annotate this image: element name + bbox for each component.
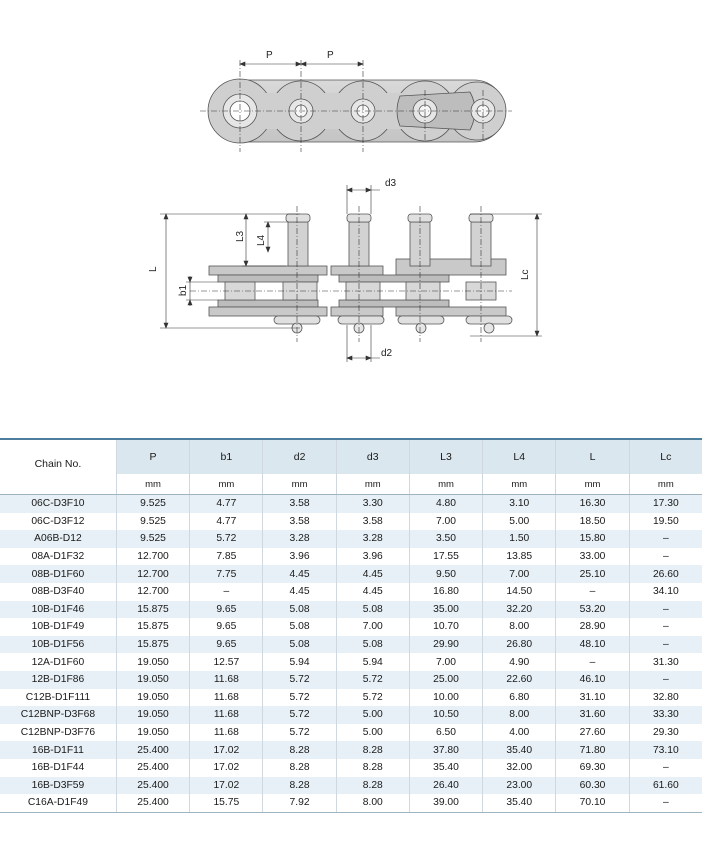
- cell-L3: 37.80: [409, 741, 482, 759]
- chain-spec-table: [0, 438, 702, 813]
- cell-L3: 16.80: [409, 583, 482, 601]
- unit-row-spacer: [0, 474, 116, 495]
- cell-chain: 08B-D3F40: [0, 583, 116, 601]
- cell-L4: 3.10: [483, 495, 556, 513]
- L4-label: L4: [256, 234, 267, 246]
- table-row: [0, 548, 702, 566]
- cell-Lc: 73.10: [629, 741, 702, 759]
- cell-P: 25.400: [116, 759, 189, 777]
- unit-row: [0, 474, 702, 495]
- cell-Lc: 33.30: [629, 706, 702, 724]
- cell-chain: 08B-D1F60: [0, 565, 116, 583]
- cell-chain: C12BNP-D3F76: [0, 724, 116, 742]
- cell-d2: 8.28: [263, 777, 336, 795]
- cell-P: 15.875: [116, 618, 189, 636]
- cell-Lc: –: [629, 636, 702, 654]
- cell-P: 19.050: [116, 689, 189, 707]
- cell-L4: 4.00: [483, 724, 556, 742]
- cell-L3: 35.40: [409, 759, 482, 777]
- table-row: [0, 777, 702, 795]
- cell-L3: 10.70: [409, 618, 482, 636]
- cell-chain: 08A-D1F32: [0, 548, 116, 566]
- cell-P: 19.050: [116, 724, 189, 742]
- cell-d3: 3.96: [336, 548, 409, 566]
- cell-d2: 3.58: [263, 495, 336, 513]
- cell-d2: 8.28: [263, 759, 336, 777]
- cell-P: 12.700: [116, 583, 189, 601]
- cell-d3: 5.08: [336, 636, 409, 654]
- cell-L: 60.30: [556, 777, 629, 795]
- cell-L4: 8.00: [483, 618, 556, 636]
- table-row: [0, 706, 702, 724]
- cell-L4: 22.60: [483, 671, 556, 689]
- cell-d3: 3.58: [336, 513, 409, 531]
- cell-d2: 3.28: [263, 530, 336, 548]
- table-row: [0, 565, 702, 583]
- cell-L3: 10.00: [409, 689, 482, 707]
- L3-label: L3: [235, 230, 246, 242]
- cell-P: 12.700: [116, 565, 189, 583]
- chain-no-header: [0, 439, 116, 474]
- cell-L3: 26.40: [409, 777, 482, 795]
- cell-L4: 32.20: [483, 601, 556, 619]
- cell-chain: C12B-D1F111: [0, 689, 116, 707]
- col-header-d2: d2: [263, 439, 336, 474]
- cell-d3: 3.28: [336, 530, 409, 548]
- cell-d3: 5.72: [336, 671, 409, 689]
- cell-chain: 10B-D1F46: [0, 601, 116, 619]
- cell-b1: 9.65: [190, 618, 263, 636]
- table-row: [0, 530, 702, 548]
- table-row: [0, 741, 702, 759]
- table-row: [0, 653, 702, 671]
- cell-b1: 7.75: [190, 565, 263, 583]
- cell-d2: 5.08: [263, 601, 336, 619]
- cell-L3: 7.00: [409, 653, 482, 671]
- table-row: [0, 636, 702, 654]
- cell-chain: 16B-D1F11: [0, 741, 116, 759]
- cell-P: 15.875: [116, 601, 189, 619]
- cell-L4: 35.40: [483, 741, 556, 759]
- cell-d3: 5.08: [336, 601, 409, 619]
- cell-L: 31.60: [556, 706, 629, 724]
- cell-L: –: [556, 653, 629, 671]
- unit-d2: mm: [263, 474, 336, 495]
- cell-Lc: 34.10: [629, 583, 702, 601]
- cell-L4: 5.00: [483, 513, 556, 531]
- cell-d2: 5.08: [263, 636, 336, 654]
- cell-b1: 4.77: [190, 495, 263, 513]
- cell-L: 53.20: [556, 601, 629, 619]
- cell-L3: 17.55: [409, 548, 482, 566]
- cell-Lc: –: [629, 618, 702, 636]
- cell-b1: 11.68: [190, 706, 263, 724]
- chain-top-view: [209, 214, 512, 333]
- cell-chain: C12BNP-D3F68: [0, 706, 116, 724]
- cell-L3: 7.00: [409, 513, 482, 531]
- cell-L4: 1.50: [483, 530, 556, 548]
- d2-label: d2: [381, 348, 393, 359]
- cell-d3: 8.28: [336, 777, 409, 795]
- cell-L: 33.00: [556, 548, 629, 566]
- table-header-row: [0, 439, 702, 474]
- cell-L4: 6.80: [483, 689, 556, 707]
- cell-b1: 12.57: [190, 653, 263, 671]
- cell-Lc: 61.60: [629, 777, 702, 795]
- cell-L: 25.10: [556, 565, 629, 583]
- table-row: [0, 794, 702, 812]
- cell-L: 16.30: [556, 495, 629, 513]
- cell-L3: 35.00: [409, 601, 482, 619]
- cell-L4: 14.50: [483, 583, 556, 601]
- cell-L4: 32.00: [483, 759, 556, 777]
- cell-P: 19.050: [116, 706, 189, 724]
- cell-Lc: 17.30: [629, 495, 702, 513]
- cell-chain: 16B-D1F44: [0, 759, 116, 777]
- cell-L: 48.10: [556, 636, 629, 654]
- cell-d2: 3.58: [263, 513, 336, 531]
- cell-L4: 23.00: [483, 777, 556, 795]
- col-header-P: P: [116, 439, 189, 474]
- cell-b1: 5.72: [190, 530, 263, 548]
- unit-d3: mm: [336, 474, 409, 495]
- cell-Lc: 29.30: [629, 724, 702, 742]
- unit-L: mm: [556, 474, 629, 495]
- unit-L3: mm: [409, 474, 482, 495]
- cell-b1: 11.68: [190, 689, 263, 707]
- chain-no-header-label: Chain No.: [34, 458, 82, 470]
- cell-d2: 5.72: [263, 671, 336, 689]
- col-header-b1: b1: [190, 439, 263, 474]
- col-header-L4: L4: [483, 439, 556, 474]
- cell-L3: 10.50: [409, 706, 482, 724]
- cell-b1: 4.77: [190, 513, 263, 531]
- cell-b1: 11.68: [190, 671, 263, 689]
- cell-P: 25.400: [116, 741, 189, 759]
- cell-L: –: [556, 583, 629, 601]
- L-label: L: [148, 266, 159, 272]
- cell-Lc: –: [629, 671, 702, 689]
- Lc-label: Lc: [520, 269, 531, 280]
- cell-L3: 6.50: [409, 724, 482, 742]
- cell-d3: 5.00: [336, 724, 409, 742]
- cell-b1: –: [190, 583, 263, 601]
- cell-b1: 17.02: [190, 777, 263, 795]
- cell-L: 18.50: [556, 513, 629, 531]
- cell-d3: 3.30: [336, 495, 409, 513]
- col-header-L: L: [556, 439, 629, 474]
- cell-P: 9.525: [116, 513, 189, 531]
- cell-P: 15.875: [116, 636, 189, 654]
- cell-L: 15.80: [556, 530, 629, 548]
- cell-L: 28.90: [556, 618, 629, 636]
- col-header-L3: L3: [409, 439, 482, 474]
- cell-P: 25.400: [116, 777, 189, 795]
- table-row: [0, 689, 702, 707]
- cell-d2: 4.45: [263, 565, 336, 583]
- unit-Lc: mm: [629, 474, 702, 495]
- cell-P: 9.525: [116, 530, 189, 548]
- cell-b1: 9.65: [190, 636, 263, 654]
- cell-chain: 06C-D3F12: [0, 513, 116, 531]
- cell-b1: 17.02: [190, 759, 263, 777]
- cell-L: 69.30: [556, 759, 629, 777]
- col-header-d3: d3: [336, 439, 409, 474]
- cell-L3: 3.50: [409, 530, 482, 548]
- cell-b1: 9.65: [190, 601, 263, 619]
- cell-Lc: –: [629, 759, 702, 777]
- b1-label: b1: [178, 284, 189, 296]
- cell-Lc: 19.50: [629, 513, 702, 531]
- cell-d2: 3.96: [263, 548, 336, 566]
- cell-d3: 7.00: [336, 618, 409, 636]
- cell-P: 19.050: [116, 671, 189, 689]
- cell-chain: 12B-D1F86: [0, 671, 116, 689]
- cell-L4: 8.00: [483, 706, 556, 724]
- cell-d3: 8.28: [336, 741, 409, 759]
- unit-b1: mm: [190, 474, 263, 495]
- cell-L3: 9.50: [409, 565, 482, 583]
- cell-Lc: 31.30: [629, 653, 702, 671]
- unit-L4: mm: [483, 474, 556, 495]
- cell-b1: 11.68: [190, 724, 263, 742]
- cell-b1: 17.02: [190, 741, 263, 759]
- cell-chain: 06C-D3F10: [0, 495, 116, 513]
- cell-b1: 7.85: [190, 548, 263, 566]
- table-row: [0, 759, 702, 777]
- cell-chain: C16A-D1F49: [0, 794, 116, 812]
- table-row: [0, 513, 702, 531]
- cell-d3: 8.00: [336, 794, 409, 812]
- cell-L4: 4.90: [483, 653, 556, 671]
- table-row: [0, 583, 702, 601]
- cell-d3: 8.28: [336, 759, 409, 777]
- cell-b1: 15.75: [190, 794, 263, 812]
- table-row: [0, 618, 702, 636]
- unit-P: mm: [116, 474, 189, 495]
- pitch-label-left: P: [266, 50, 273, 61]
- cell-Lc: 26.60: [629, 565, 702, 583]
- cell-L4: 7.00: [483, 565, 556, 583]
- cell-L3: 4.80: [409, 495, 482, 513]
- table-row: [0, 671, 702, 689]
- cell-L: 71.80: [556, 741, 629, 759]
- pitch-label-right: P: [327, 50, 334, 61]
- cell-d2: 5.94: [263, 653, 336, 671]
- cell-L3: 39.00: [409, 794, 482, 812]
- table-row: [0, 495, 702, 513]
- cell-d3: 5.72: [336, 689, 409, 707]
- d3-label: d3: [385, 178, 397, 189]
- cell-P: 9.525: [116, 495, 189, 513]
- cell-d2: 5.72: [263, 689, 336, 707]
- cell-L: 46.10: [556, 671, 629, 689]
- cell-Lc: –: [629, 530, 702, 548]
- table-row: [0, 724, 702, 742]
- cell-d3: 4.45: [336, 565, 409, 583]
- cell-L: 27.60: [556, 724, 629, 742]
- cell-d2: 5.72: [263, 706, 336, 724]
- cell-d2: 5.08: [263, 618, 336, 636]
- col-header-Lc: Lc: [629, 439, 702, 474]
- cell-Lc: –: [629, 794, 702, 812]
- cell-d2: 8.28: [263, 741, 336, 759]
- cell-d3: 4.45: [336, 583, 409, 601]
- cell-d3: 5.00: [336, 706, 409, 724]
- cell-chain: 12A-D1F60: [0, 653, 116, 671]
- cell-Lc: –: [629, 601, 702, 619]
- cell-L3: 29.90: [409, 636, 482, 654]
- cell-L4: 26.80: [483, 636, 556, 654]
- cell-L4: 35.40: [483, 794, 556, 812]
- cell-P: 12.700: [116, 548, 189, 566]
- cell-chain: A06B-D12: [0, 530, 116, 548]
- table-row: [0, 601, 702, 619]
- cell-d2: 7.92: [263, 794, 336, 812]
- cell-d2: 5.72: [263, 724, 336, 742]
- cell-d3: 5.94: [336, 653, 409, 671]
- cell-L: 70.10: [556, 794, 629, 812]
- cell-L4: 13.85: [483, 548, 556, 566]
- cell-P: 19.050: [116, 653, 189, 671]
- cell-Lc: 32.80: [629, 689, 702, 707]
- table-body: [0, 495, 702, 813]
- cell-chain: 10B-D1F49: [0, 618, 116, 636]
- cell-chain: 10B-D1F56: [0, 636, 116, 654]
- cell-Lc: –: [629, 548, 702, 566]
- cell-L: 31.10: [556, 689, 629, 707]
- cell-L3: 25.00: [409, 671, 482, 689]
- cell-P: 25.400: [116, 794, 189, 812]
- cell-d2: 4.45: [263, 583, 336, 601]
- cell-chain: 16B-D3F59: [0, 777, 116, 795]
